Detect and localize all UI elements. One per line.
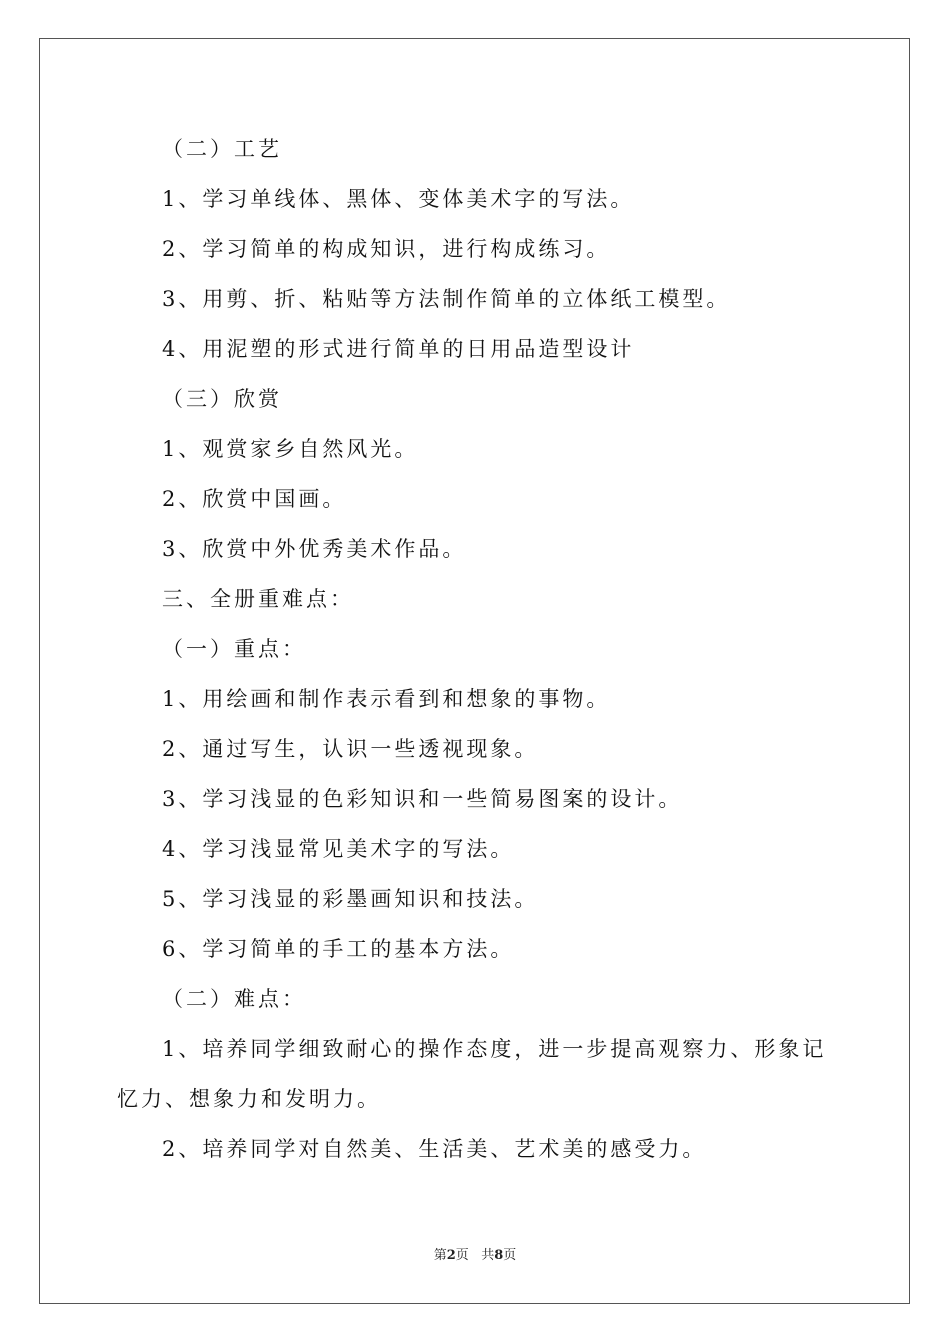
heading-crafts: （二）工艺 [162,137,282,161]
list-item: 5、学习浅显的彩墨画知识和技法。 [162,887,539,911]
footer-page-suffix: 页 [455,1248,469,1263]
page-border [39,38,910,1304]
list-item: 1、学习单线体、黑体、变体美术字的写法。 [162,187,635,211]
list-item: 2、通过写生，认识一些透视现象。 [162,737,539,761]
heading-difficulties: （二）难点： [162,987,306,1011]
list-item: 2、学习简单的构成知识，进行构成练习。 [162,237,611,261]
footer-total-prefix: 共 [481,1248,495,1263]
heading-key-points: （一）重点： [162,637,306,661]
list-item: 2、欣赏中国画。 [162,487,347,511]
list-item: 1、培养同学细致耐心的操作态度，进一步提高观察力、形象记 [162,1037,827,1061]
page-footer [0,1248,950,1264]
heading-appreciation: （三）欣赏 [162,387,282,411]
list-item: 1、观赏家乡自然风光。 [162,437,419,461]
section-heading-key-points: 三、全册重难点： [162,587,354,611]
list-item: 3、欣赏中外优秀美术作品。 [162,537,467,561]
list-item: 1、用绘画和制作表示看到和想象的事物。 [162,687,611,711]
list-item: 4、用泥塑的形式进行简单的日用品造型设计 [162,337,635,361]
footer-total-suffix: 页 [503,1248,517,1263]
footer-page-prefix: 第 [433,1248,447,1263]
footer-page-number: 2 [446,1248,456,1263]
list-item: 6、学习简单的手工的基本方法。 [162,937,515,961]
list-item-continuation: 忆力、想象力和发明力。 [117,1087,381,1111]
footer-total-pages: 8 [494,1248,504,1263]
list-item: 2、培养同学对自然美、生活美、艺术美的感受力。 [162,1137,707,1161]
list-item: 3、用剪、折、粘贴等方法制作简单的立体纸工模型。 [162,287,731,311]
list-item: 4、学习浅显常见美术字的写法。 [162,837,515,861]
list-item: 3、学习浅显的色彩知识和一些简易图案的设计。 [162,787,683,811]
